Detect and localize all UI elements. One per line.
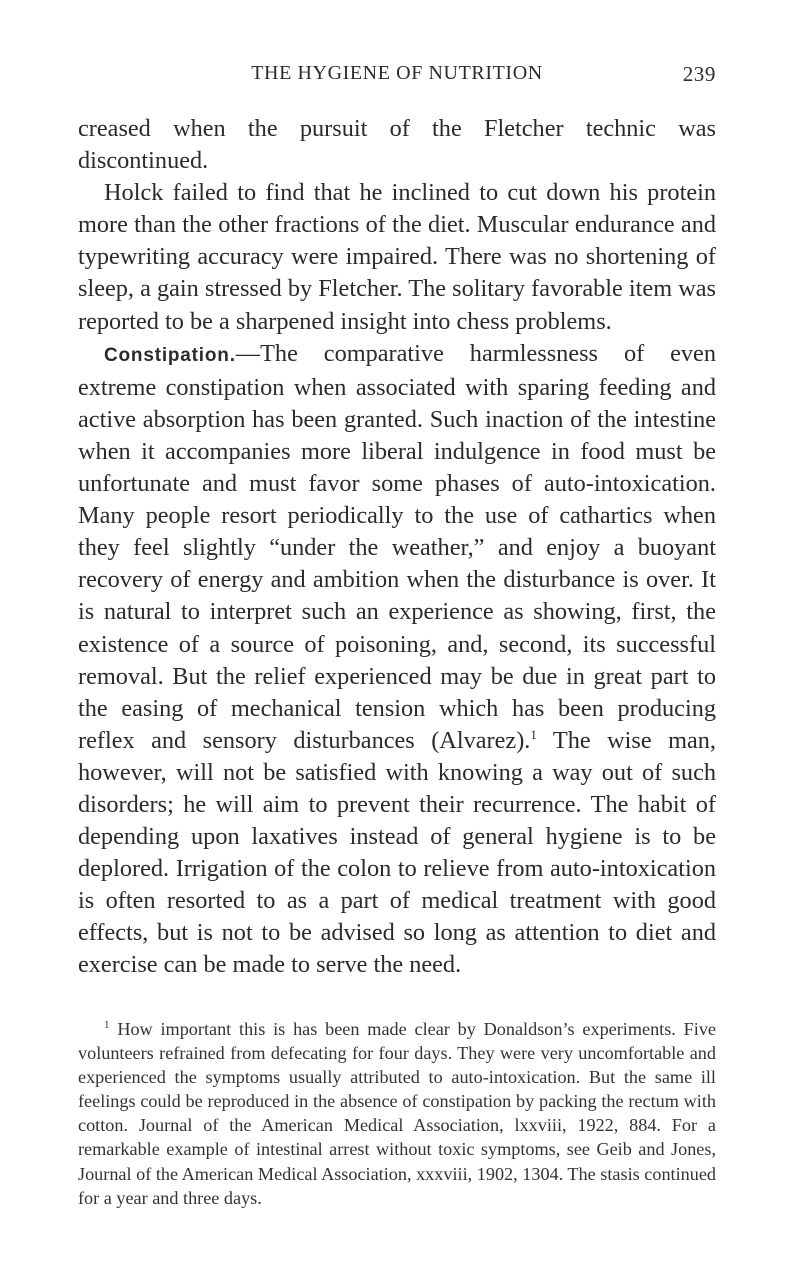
footnote-marker: 1 — [104, 1019, 110, 1031]
section-heading-constipation: Constipation. — [104, 344, 236, 366]
page-number: 239 — [682, 62, 716, 86]
footnote-reference: 1 — [530, 726, 537, 742]
body-text — [78, 113, 716, 982]
paragraph-holck: Holck failed to find that he inclined to cut down his protein more than the other fractions of the diet. Muscular endurance and typewriting accuracy were impaired. There was no shortening of sleep, a gain stressed by Fletcher. The solitary favorable item was reported to be a sharpened insight into chess problems. — [78, 179, 716, 335]
paragraph-constipation — [78, 338, 716, 982]
paragraph-continuation: creased when the pursuit of the Fletcher technic was discontinued. — [78, 115, 716, 175]
running-title: THE HYGIENE OF NUTRITION — [251, 62, 543, 84]
running-head — [78, 62, 716, 92]
footnote-text: How important this is has been made clear by Donaldson’s experiments. Five volunteers refrained from defecating for four days. They were very uncomfortable and experienced the symptoms usually attributed to auto-intoxication. But the same ill feelings could be reproduced in the absence of constipation by packing the rectum with cotton. Journal of the American Medical Association, lxxviii, 1922, 884. For a remarkable example of intestinal arrest without toxic symptoms, see Geib and Jones, Journal of the American Medical Association, xxxviii, 1902, 1304. The stasis continued for a year and three days. — [78, 1019, 716, 1208]
constipation-text-after: The wise man, however, will not be satisfied with knowing a way out of such disorders; he will aim to prevent their recurrence. The habit of depending upon laxatives instead of general hygiene is to be deplored. Irrigation of the colon to relieve from auto-intoxication is often resorted to as a part of medical treatment with good effects, but is not to be advised so long as attention to diet and exercise can be made to serve the need. — [78, 726, 717, 979]
footnote — [78, 1017, 716, 1210]
constipation-text: —The comparative harmlessness of even extreme constipation when associated with sparing feeding and active absorption has been granted. Such inaction of the intestine when it accompanies more liberal indulgence in food must be unfortunate and must favor some phases of auto-intoxication. Many people resort periodically to the use of cathartics when they feel slightly “under the weather,” and enjoy a buoyant recovery of energy and ambition when the disturbance is over. It is natural to interpret such an experience as showing, first, the existence of a source of poisoning, and, second, its successful removal. But the relief experienced may be due in great part to the easing of mechanical tension which has been producing reflex and sensory disturbances (Alvarez). — [78, 339, 716, 754]
